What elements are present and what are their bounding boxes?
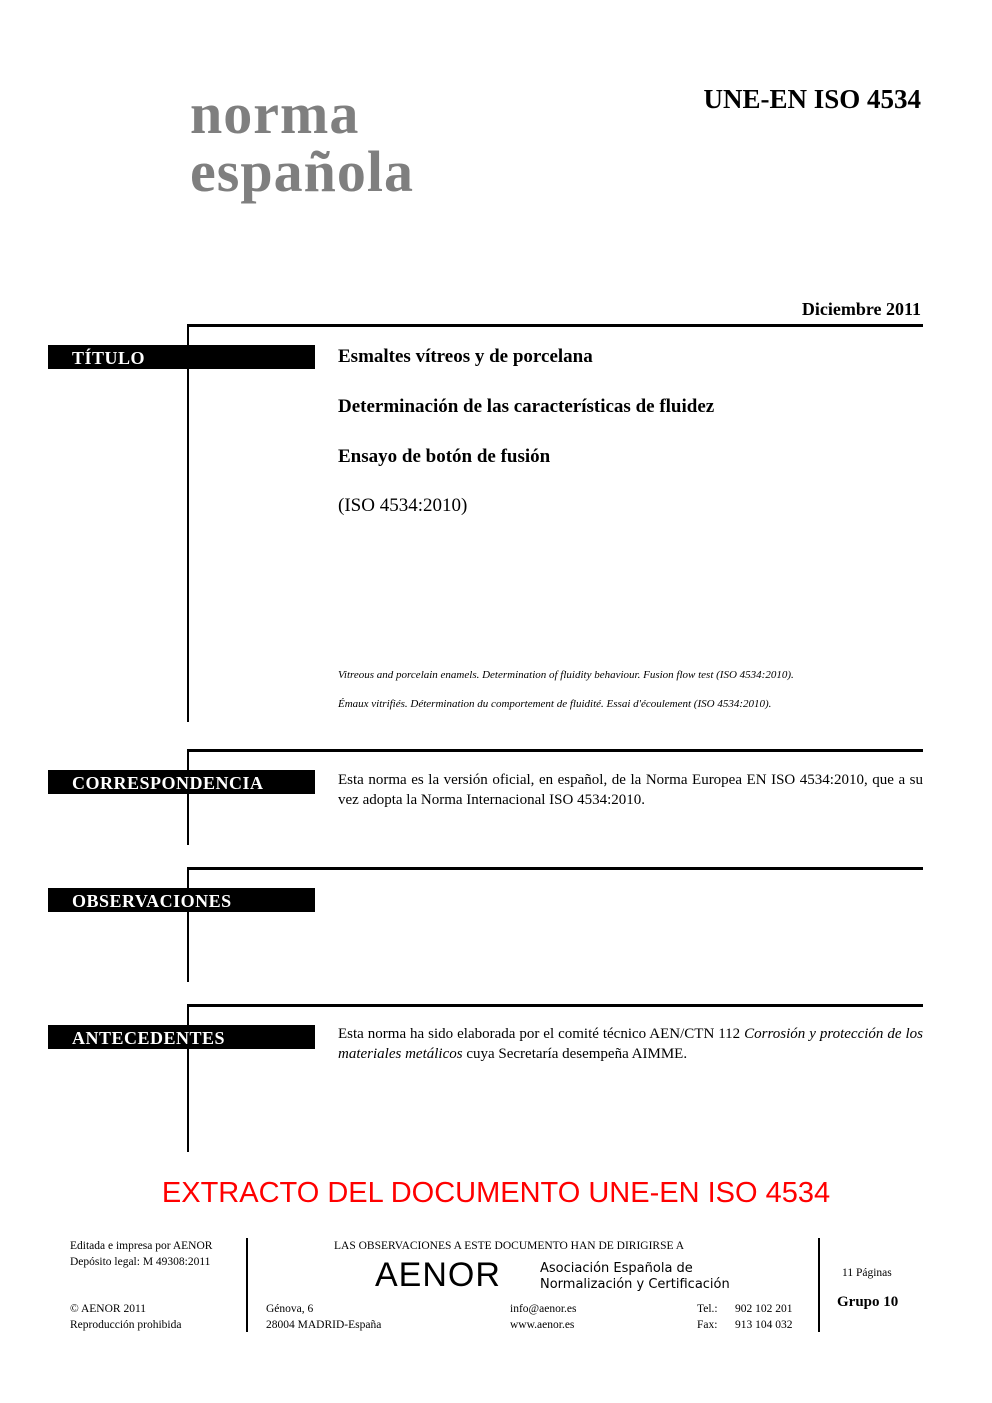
title-line1: Esmaltes vítreos y de porcelana: [338, 346, 593, 367]
aenor-logo: AENOR: [375, 1256, 501, 1294]
antecedentes-text-before: Esta norma ha sido elaborada por el comité técnico AEN/CTN 112: [338, 1026, 745, 1042]
footer-edition-info: [70, 1238, 212, 1270]
antecedentes-committee-name: Corrosión y protección de los materiales metálicos: [338, 1026, 923, 1062]
footer-tel: 902 102 201: [735, 1303, 793, 1315]
antecedentes-text: [338, 1024, 923, 1064]
footer-contact-online: [510, 1301, 576, 1333]
norma-title-line2: española: [190, 139, 414, 204]
footer-page-count: 11 Páginas: [842, 1267, 892, 1279]
footer-address: [266, 1301, 381, 1333]
aenor-org-line1: Asociación Española de: [540, 1261, 693, 1276]
section-divider-correspondencia: [188, 749, 923, 752]
aenor-organization-name: [540, 1261, 730, 1293]
section-vertical-line-observaciones: [187, 867, 189, 982]
footer-deposito: Depósito legal: M 49308:2011: [70, 1256, 211, 1268]
section-divider-antecedentes: [188, 1004, 923, 1007]
footer-divider-left: [246, 1238, 248, 1332]
section-label-observaciones: OBSERVACIONES: [48, 888, 315, 912]
footer-grupo: Grupo 10: [837, 1294, 899, 1310]
aenor-org-line2: Normalización y Certificación: [540, 1277, 730, 1292]
section-label-titulo: TÍTULO: [48, 345, 315, 369]
section-divider-observaciones: [188, 867, 923, 870]
correspondencia-text: Esta norma es la versión oficial, en español, de la Norma Europea EN ISO 4534:2010, que a su vez adopta la Norma Internacional ISO 4534:2010.: [338, 772, 923, 808]
title-line3: Ensayo de botón de fusión: [338, 446, 551, 467]
title-french: Émaux vitrifiés. Détermination du comportement de fluidité. Essai d'écoulement (ISO 4534:2010).: [338, 698, 772, 710]
footer-reproduccion: Reproducción prohibida: [70, 1319, 182, 1331]
footer-fax: 913 104 032: [735, 1319, 793, 1331]
footer-edited: Editada e impresa por AENOR: [70, 1240, 213, 1252]
section-label-correspondencia: CORRESPONDENCIA: [48, 770, 315, 794]
extract-notice: EXTRACTO DEL DOCUMENTO UNE-EN ISO 4534: [161, 1177, 831, 1209]
antecedentes-text-after: cuya Secretaría desempeña AIMME.: [462, 1046, 688, 1062]
footer-copyright-info: [70, 1301, 181, 1333]
title-english: Vitreous and porcelain enamels. Determination of fluidity behaviour. Fusion flow test (ISO 4534:2010).: [338, 669, 794, 681]
footer-phone-labels: [697, 1301, 718, 1333]
section-vertical-line-correspondencia: [187, 749, 189, 845]
footer-tel-label: Tel.:: [697, 1303, 718, 1315]
standard-code: UNE-EN ISO 4534: [703, 84, 921, 114]
publication-date: Diciembre 2011: [801, 299, 921, 319]
footer-phone-numbers: [735, 1301, 793, 1333]
footer-address-line1: Génova, 6: [266, 1303, 314, 1315]
title-line2: Determinación de las características de fluidez: [338, 396, 715, 417]
section-vertical-line-titulo: [187, 324, 189, 722]
norma-title-line1: norma: [190, 81, 360, 146]
section-divider-titulo: [188, 324, 923, 327]
footer-address-line2: 28004 MADRID-España: [266, 1319, 382, 1331]
footer-fax-label: Fax:: [697, 1319, 718, 1331]
footer-copyright: © AENOR 2011: [70, 1303, 147, 1315]
footer-divider-right: [818, 1238, 820, 1332]
title-line4: (ISO 4534:2010): [338, 495, 468, 516]
footer-web: www.aenor.es: [510, 1319, 575, 1331]
footer-observaciones-header: LAS OBSERVACIONES A ESTE DOCUMENTO HAN DE DIRIGIRSE A: [334, 1240, 685, 1252]
section-label-antecedentes: ANTECEDENTES: [48, 1025, 315, 1049]
footer-email: info@aenor.es: [510, 1303, 577, 1315]
